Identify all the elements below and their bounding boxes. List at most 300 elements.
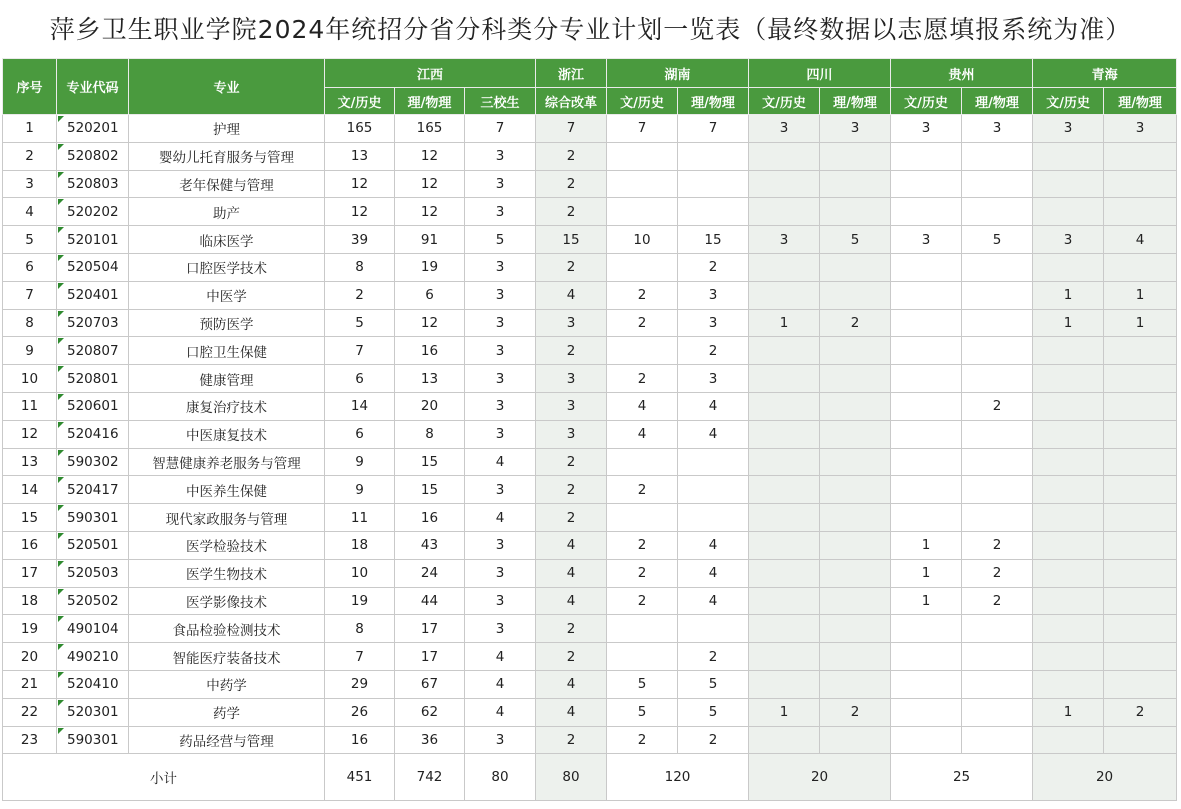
cell-jiangxi-wen: 12 [325,198,395,226]
cell-guizhou-wen [891,198,962,226]
total-label: 小计 [3,754,325,801]
cell-major: 助产 [129,198,325,226]
table-row [3,142,1177,170]
table-row [3,281,1177,309]
cell-guizhou-wen [891,420,962,448]
cell-code: 520703 [57,309,129,337]
cell-qinghai-li: 1 [1104,281,1177,309]
cell-jiangxi-sanxiao: 3 [465,281,536,309]
cell-hunan-wen [607,198,678,226]
cell-zhejiang: 2 [536,476,607,504]
cell-seq: 3 [3,170,57,198]
cell-major: 中医学 [129,281,325,309]
cell-code: 520807 [57,337,129,365]
cell-seq: 1 [3,115,57,143]
cell-major: 临床医学 [129,226,325,254]
cell-jiangxi-wen: 12 [325,170,395,198]
cell-sichuan-wen [749,643,820,671]
cell-sichuan-li [820,392,891,420]
cell-guizhou-li [962,253,1033,281]
cell-qinghai-wen [1033,531,1104,559]
cell-sichuan-li [820,615,891,643]
cell-jiangxi-li: 8 [395,420,465,448]
cell-zhejiang: 7 [536,115,607,143]
cell-hunan-wen: 5 [607,670,678,698]
cell-code: 590301 [57,726,129,754]
cell-zhejiang: 4 [536,281,607,309]
cell-sichuan-li [820,476,891,504]
table-row [3,170,1177,198]
cell-qinghai-wen: 1 [1033,281,1104,309]
cell-qinghai-li [1104,670,1177,698]
total-hunan: 120 [607,754,749,801]
cell-hunan-wen: 4 [607,392,678,420]
cell-jiangxi-sanxiao: 4 [465,643,536,671]
cell-code: 520201 [57,115,129,143]
cell-guizhou-li [962,365,1033,393]
cell-guizhou-li: 3 [962,115,1033,143]
cell-guizhou-wen [891,670,962,698]
cell-qinghai-wen: 3 [1033,115,1104,143]
cell-sichuan-wen [749,670,820,698]
cell-seq: 11 [3,392,57,420]
table-row [3,726,1177,754]
cell-code: 520202 [57,198,129,226]
cell-jiangxi-li: 15 [395,448,465,476]
cell-code: 520504 [57,253,129,281]
cell-hunan-wen: 2 [607,281,678,309]
cell-jiangxi-li: 43 [395,531,465,559]
cell-guizhou-wen [891,476,962,504]
cell-qinghai-wen [1033,253,1104,281]
cell-qinghai-wen: 1 [1033,698,1104,726]
cell-qinghai-wen [1033,615,1104,643]
cell-seq: 4 [3,198,57,226]
cell-guizhou-li: 2 [962,587,1033,615]
cell-jiangxi-li: 20 [395,392,465,420]
cell-guizhou-wen: 1 [891,531,962,559]
cell-hunan-li: 5 [678,698,749,726]
cell-sichuan-wen [749,281,820,309]
header-jiangxi-wen: 文/历史 [325,88,395,115]
cell-jiangxi-li: 16 [395,504,465,532]
cell-qinghai-wen [1033,476,1104,504]
cell-guizhou-li [962,337,1033,365]
cell-guizhou-li [962,615,1033,643]
cell-hunan-li: 4 [678,531,749,559]
cell-sichuan-li [820,726,891,754]
cell-seq: 18 [3,587,57,615]
cell-major: 中医康复技术 [129,420,325,448]
cell-major: 智能医疗装备技术 [129,643,325,671]
cell-major: 康复治疗技术 [129,392,325,420]
cell-code: 590301 [57,504,129,532]
cell-seq: 23 [3,726,57,754]
cell-zhejiang: 2 [536,504,607,532]
cell-sichuan-li [820,420,891,448]
table-row [3,615,1177,643]
header-sichuan-li: 理/物理 [820,88,891,115]
header-zhejiang: 浙江 [536,59,607,88]
cell-sichuan-li [820,281,891,309]
table-row [3,448,1177,476]
cell-qinghai-li [1104,448,1177,476]
cell-seq: 6 [3,253,57,281]
cell-major: 医学检验技术 [129,531,325,559]
cell-zhejiang: 3 [536,392,607,420]
cell-qinghai-li [1104,726,1177,754]
header-zhejiang-zonghe: 综合改革 [536,88,607,115]
cell-hunan-li: 4 [678,559,749,587]
cell-zhejiang: 4 [536,559,607,587]
total-jiangxi-li: 742 [395,754,465,801]
cell-seq: 21 [3,670,57,698]
cell-jiangxi-sanxiao: 4 [465,448,536,476]
cell-qinghai-li [1104,365,1177,393]
table-row [3,198,1177,226]
cell-seq: 14 [3,476,57,504]
cell-hunan-wen: 2 [607,365,678,393]
cell-guizhou-li [962,170,1033,198]
total-jiangxi-wen: 451 [325,754,395,801]
cell-sichuan-li [820,504,891,532]
cell-jiangxi-sanxiao: 3 [465,615,536,643]
cell-jiangxi-sanxiao: 3 [465,587,536,615]
cell-zhejiang: 3 [536,420,607,448]
cell-jiangxi-sanxiao: 3 [465,392,536,420]
cell-jiangxi-wen: 26 [325,698,395,726]
cell-jiangxi-li: 12 [395,142,465,170]
cell-jiangxi-sanxiao: 3 [465,726,536,754]
cell-major: 医学生物技术 [129,559,325,587]
cell-jiangxi-li: 17 [395,615,465,643]
cell-jiangxi-wen: 16 [325,726,395,754]
cell-qinghai-li [1104,615,1177,643]
cell-sichuan-li [820,198,891,226]
cell-guizhou-wen [891,253,962,281]
cell-major: 预防医学 [129,309,325,337]
cell-guizhou-wen: 1 [891,587,962,615]
cell-code: 520101 [57,226,129,254]
cell-sichuan-wen [749,420,820,448]
cell-jiangxi-li: 13 [395,365,465,393]
cell-qinghai-li [1104,587,1177,615]
cell-sichuan-li [820,365,891,393]
cell-guizhou-li [962,281,1033,309]
table-row [3,309,1177,337]
cell-major: 健康管理 [129,365,325,393]
cell-qinghai-li [1104,392,1177,420]
header-jiangxi-sanxiao: 三校生 [465,88,536,115]
cell-sichuan-wen [749,198,820,226]
cell-code: 520401 [57,281,129,309]
cell-guizhou-li [962,698,1033,726]
cell-jiangxi-li: 12 [395,198,465,226]
cell-jiangxi-wen: 9 [325,476,395,504]
cell-seq: 7 [3,281,57,309]
cell-zhejiang: 3 [536,365,607,393]
cell-major: 口腔卫生保健 [129,337,325,365]
cell-jiangxi-sanxiao: 4 [465,698,536,726]
cell-hunan-li: 15 [678,226,749,254]
cell-qinghai-wen [1033,365,1104,393]
cell-hunan-wen [607,170,678,198]
table-row [3,365,1177,393]
table-row [3,420,1177,448]
cell-guizhou-li [962,448,1033,476]
cell-qinghai-wen [1033,170,1104,198]
cell-code: 520601 [57,392,129,420]
cell-hunan-wen: 2 [607,559,678,587]
cell-guizhou-li: 2 [962,392,1033,420]
cell-code: 520503 [57,559,129,587]
cell-sichuan-wen [749,253,820,281]
total-sichuan: 20 [749,754,891,801]
cell-hunan-li: 2 [678,643,749,671]
cell-major: 智慧健康养老服务与管理 [129,448,325,476]
cell-qinghai-wen [1033,337,1104,365]
cell-qinghai-li [1104,420,1177,448]
cell-jiangxi-wen: 29 [325,670,395,698]
cell-major: 护理 [129,115,325,143]
cell-zhejiang: 2 [536,170,607,198]
cell-jiangxi-wen: 2 [325,281,395,309]
cell-hunan-li: 2 [678,726,749,754]
cell-qinghai-li [1104,198,1177,226]
cell-seq: 8 [3,309,57,337]
cell-jiangxi-wen: 6 [325,420,395,448]
cell-hunan-li [678,504,749,532]
cell-hunan-li [678,142,749,170]
cell-jiangxi-sanxiao: 3 [465,253,536,281]
header-qinghai: 青海 [1033,59,1177,88]
cell-jiangxi-li: 62 [395,698,465,726]
cell-sichuan-wen: 1 [749,309,820,337]
cell-guizhou-wen [891,337,962,365]
cell-hunan-li: 3 [678,281,749,309]
cell-zhejiang: 2 [536,142,607,170]
table-row [3,559,1177,587]
cell-guizhou-li: 5 [962,226,1033,254]
cell-guizhou-wen [891,170,962,198]
cell-guizhou-li [962,670,1033,698]
cell-sichuan-li [820,531,891,559]
cell-jiangxi-wen: 13 [325,142,395,170]
cell-qinghai-li [1104,253,1177,281]
cell-hunan-li [678,615,749,643]
cell-code: 520416 [57,420,129,448]
total-zhejiang: 80 [536,754,607,801]
cell-code: 520802 [57,142,129,170]
header-major: 专业 [129,59,325,115]
cell-qinghai-li: 1 [1104,309,1177,337]
cell-guizhou-li: 2 [962,531,1033,559]
header-sichuan: 四川 [749,59,891,88]
cell-zhejiang: 2 [536,448,607,476]
cell-hunan-wen [607,337,678,365]
cell-qinghai-wen [1033,643,1104,671]
cell-sichuan-wen [749,531,820,559]
cell-jiangxi-sanxiao: 7 [465,115,536,143]
cell-jiangxi-wen: 5 [325,309,395,337]
cell-zhejiang: 4 [536,587,607,615]
cell-major: 口腔医学技术 [129,253,325,281]
cell-guizhou-li [962,504,1033,532]
cell-qinghai-wen: 1 [1033,309,1104,337]
header-row-provinces [3,59,1177,88]
cell-hunan-li: 3 [678,309,749,337]
cell-jiangxi-wen: 6 [325,365,395,393]
cell-hunan-wen [607,615,678,643]
cell-qinghai-wen [1033,726,1104,754]
cell-qinghai-li: 4 [1104,226,1177,254]
table-row [3,476,1177,504]
table-row [3,504,1177,532]
cell-hunan-wen [607,643,678,671]
cell-sichuan-wen [749,615,820,643]
cell-qinghai-li [1104,337,1177,365]
cell-zhejiang: 2 [536,337,607,365]
cell-guizhou-wen: 3 [891,226,962,254]
cell-sichuan-li [820,142,891,170]
cell-seq: 10 [3,365,57,393]
cell-jiangxi-li: 19 [395,253,465,281]
cell-qinghai-wen [1033,504,1104,532]
cell-seq: 13 [3,448,57,476]
table-row [3,253,1177,281]
cell-hunan-li: 4 [678,392,749,420]
cell-guizhou-li [962,420,1033,448]
cell-major: 药品经营与管理 [129,726,325,754]
cell-hunan-li: 4 [678,587,749,615]
cell-jiangxi-sanxiao: 3 [465,365,536,393]
cell-sichuan-wen [749,504,820,532]
header-guizhou-li: 理/物理 [962,88,1033,115]
cell-jiangxi-wen: 9 [325,448,395,476]
cell-major: 中药学 [129,670,325,698]
total-guizhou: 25 [891,754,1033,801]
cell-hunan-wen: 2 [607,476,678,504]
cell-major: 中医养生保健 [129,476,325,504]
cell-jiangxi-sanxiao: 3 [465,420,536,448]
cell-jiangxi-sanxiao: 4 [465,670,536,698]
table-row [3,392,1177,420]
cell-qinghai-wen [1033,587,1104,615]
cell-code: 520417 [57,476,129,504]
cell-hunan-wen [607,142,678,170]
cell-jiangxi-wen: 8 [325,615,395,643]
cell-major: 医学影像技术 [129,587,325,615]
cell-jiangxi-wen: 14 [325,392,395,420]
cell-sichuan-wen [749,587,820,615]
cell-sichuan-li: 3 [820,115,891,143]
cell-qinghai-li: 3 [1104,115,1177,143]
cell-sichuan-wen: 3 [749,226,820,254]
cell-qinghai-wen [1033,198,1104,226]
cell-hunan-li: 3 [678,365,749,393]
cell-jiangxi-sanxiao: 3 [465,337,536,365]
cell-code: 520801 [57,365,129,393]
cell-hunan-wen [607,504,678,532]
cell-jiangxi-li: 91 [395,226,465,254]
cell-jiangxi-wen: 18 [325,531,395,559]
cell-jiangxi-wen: 19 [325,587,395,615]
cell-sichuan-wen [749,365,820,393]
header-jiangxi-li: 理/物理 [395,88,465,115]
cell-seq: 20 [3,643,57,671]
cell-guizhou-wen [891,643,962,671]
cell-zhejiang: 2 [536,643,607,671]
cell-code: 520502 [57,587,129,615]
cell-guizhou-li [962,726,1033,754]
cell-jiangxi-sanxiao: 3 [465,309,536,337]
cell-qinghai-li [1104,559,1177,587]
cell-sichuan-wen: 1 [749,698,820,726]
cell-hunan-wen: 10 [607,226,678,254]
cell-qinghai-wen: 3 [1033,226,1104,254]
table-row [3,670,1177,698]
cell-zhejiang: 3 [536,309,607,337]
cell-jiangxi-wen: 39 [325,226,395,254]
cell-jiangxi-sanxiao: 4 [465,504,536,532]
cell-seq: 15 [3,504,57,532]
cell-guizhou-wen [891,365,962,393]
total-row [3,754,1177,801]
page-title: 萍乡卫生职业学院2024年统招分省分科类分专业计划一览表（最终数据以志愿填报系统为准） [49,15,1132,44]
cell-seq: 17 [3,559,57,587]
cell-sichuan-li [820,448,891,476]
cell-guizhou-wen [891,698,962,726]
cell-qinghai-li [1104,476,1177,504]
total-qinghai: 20 [1033,754,1177,801]
cell-hunan-wen: 7 [607,115,678,143]
cell-sichuan-wen [749,559,820,587]
cell-qinghai-wen [1033,448,1104,476]
cell-sichuan-li: 2 [820,698,891,726]
header-seq: 序号 [3,59,57,115]
cell-hunan-li: 4 [678,420,749,448]
cell-guizhou-wen [891,615,962,643]
cell-hunan-li [678,476,749,504]
table-body [3,115,1177,754]
header-hunan-wen: 文/历史 [607,88,678,115]
cell-hunan-wen [607,253,678,281]
cell-qinghai-li: 2 [1104,698,1177,726]
table-row [3,643,1177,671]
cell-jiangxi-wen: 165 [325,115,395,143]
cell-code: 520501 [57,531,129,559]
table-row [3,226,1177,254]
cell-jiangxi-sanxiao: 3 [465,142,536,170]
cell-zhejiang: 15 [536,226,607,254]
cell-qinghai-li [1104,142,1177,170]
cell-major: 老年保健与管理 [129,170,325,198]
cell-seq: 22 [3,698,57,726]
cell-hunan-wen [607,448,678,476]
cell-guizhou-li [962,309,1033,337]
cell-qinghai-wen [1033,392,1104,420]
cell-sichuan-li: 5 [820,226,891,254]
cell-sichuan-wen: 3 [749,115,820,143]
header-hunan-li: 理/物理 [678,88,749,115]
cell-jiangxi-wen: 8 [325,253,395,281]
cell-hunan-wen: 5 [607,698,678,726]
cell-jiangxi-li: 67 [395,670,465,698]
header-guizhou-wen: 文/历史 [891,88,962,115]
cell-seq: 5 [3,226,57,254]
cell-guizhou-li [962,142,1033,170]
cell-jiangxi-li: 16 [395,337,465,365]
